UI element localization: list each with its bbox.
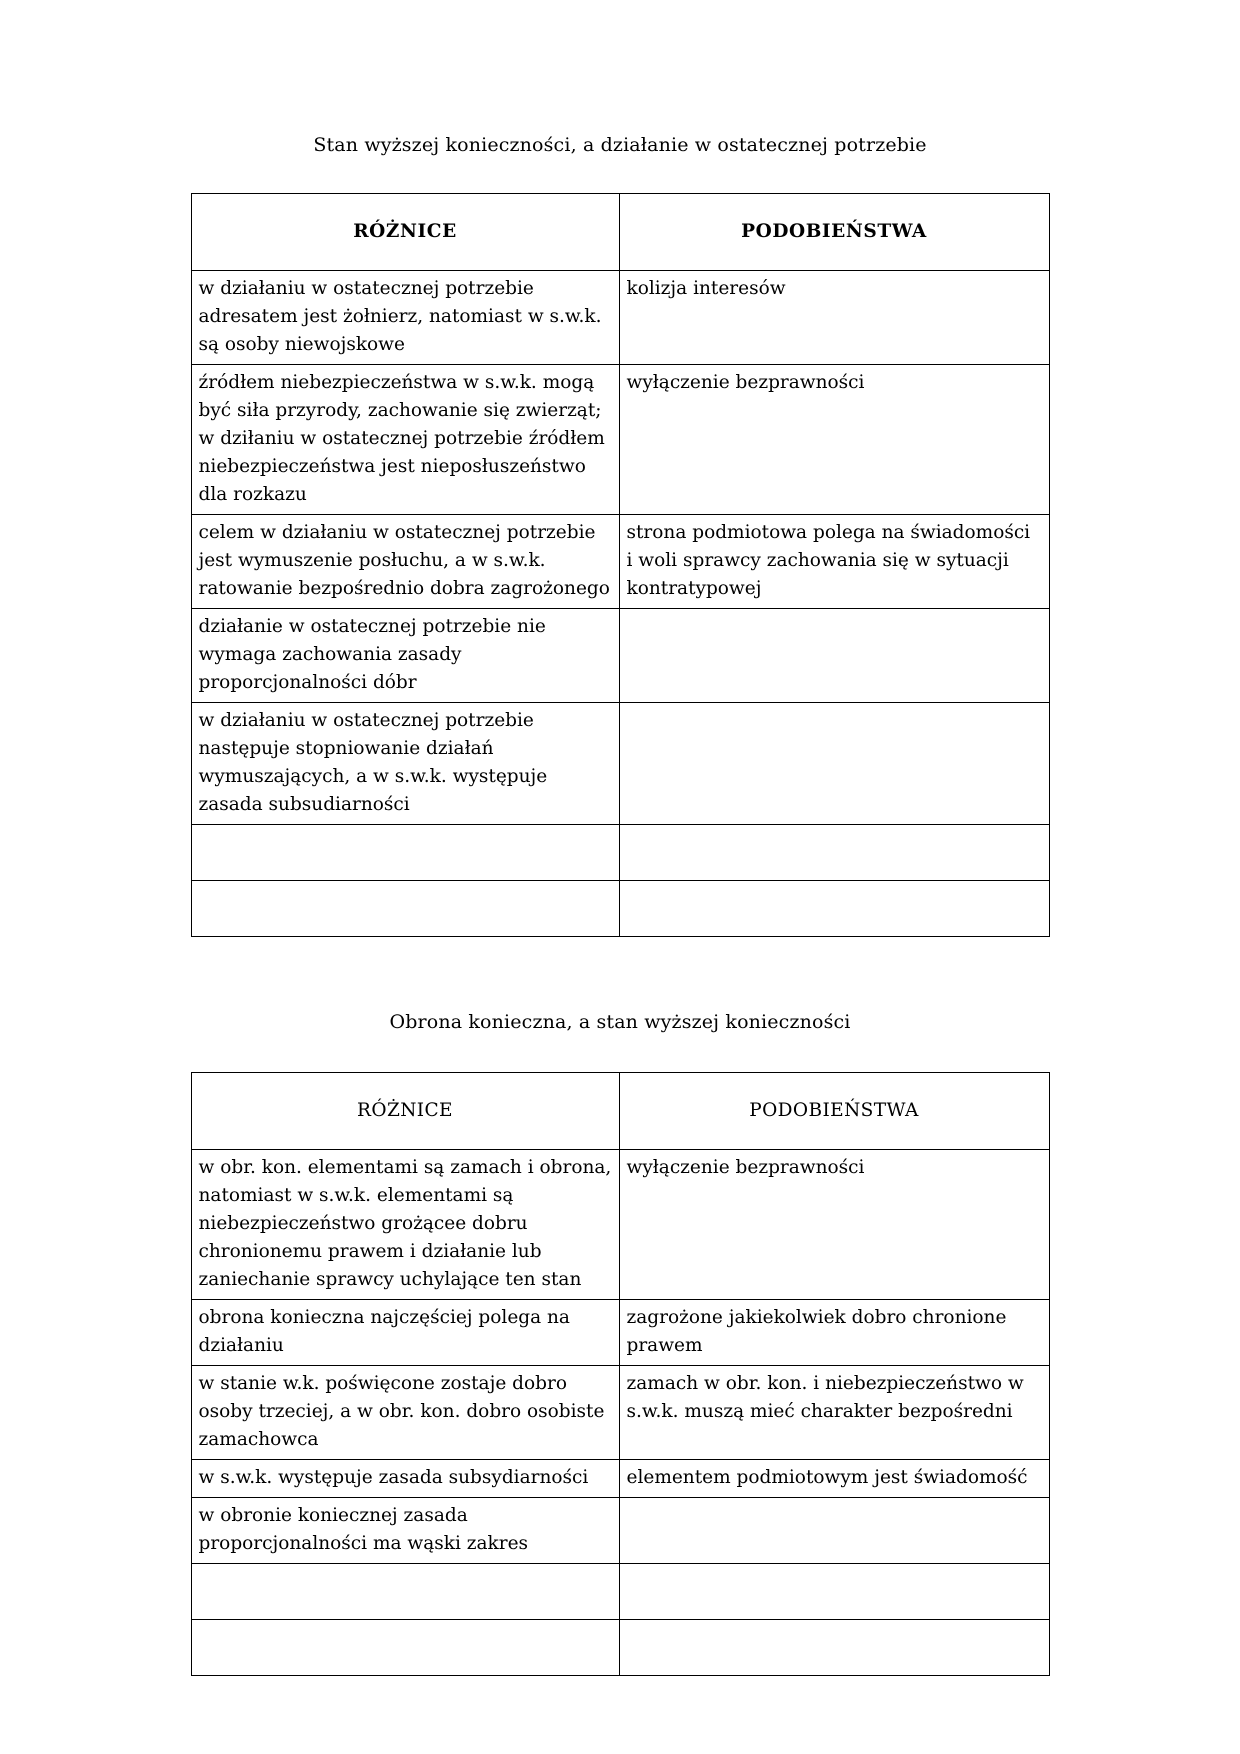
table-row — [191, 271, 1049, 365]
table-cell-differences — [191, 271, 619, 365]
comparison-section-2 — [0, 937, 1240, 1676]
table-row-empty — [191, 1564, 1049, 1620]
table-1-header-differences: RÓŻNICE — [191, 194, 619, 271]
table-row-empty — [191, 881, 1049, 937]
table-cell-similarities — [619, 271, 1049, 365]
table-cell-differences — [191, 1300, 619, 1366]
table-cell-differences — [191, 1460, 619, 1498]
table-cell-differences — [191, 1620, 619, 1676]
table-cell-differences — [191, 881, 619, 937]
table-cell-differences — [191, 825, 619, 881]
table-cell-differences — [191, 1498, 619, 1564]
table-cell-similarities — [619, 1300, 1049, 1366]
table-2-header-row — [191, 1073, 1049, 1150]
cell-text: w obronie koniecznej zasada proporcjonalności ma wąski zakres — [198, 1505, 529, 1554]
cell-text: wyłączenie bezprawności — [626, 1157, 865, 1178]
comparison-table-1 — [191, 193, 1050, 937]
cell-text: celem w działaniu w ostatecznej potrzebie jest wymuszenie posłuchu, a w s.w.k. ratowanie bezpośrednio dobra zagrożonego — [198, 522, 610, 599]
table-1-body — [191, 271, 1049, 937]
table-cell-similarities — [619, 609, 1049, 703]
cell-text: wyłączenie bezprawności — [626, 372, 865, 393]
table-row — [191, 365, 1049, 515]
table-row — [191, 1300, 1049, 1366]
table-1-header-similarities: PODOBIEŃSTWA — [619, 194, 1049, 271]
cell-text: źródłem niebezpieczeństwa w s.w.k. mogą być siła przyrody, zachowanie się zwierząt; w dziłaniu w ostatecznej potrzebie źródłem niebezpieczeństwa jest nieposłuszeństwo dla rozkazu — [198, 372, 605, 505]
table-cell-similarities — [619, 703, 1049, 825]
section-1-title: Stan wyższej konieczności, a działanie w ostatecznej potrzebie — [313, 134, 927, 156]
table-1-header-row — [191, 194, 1049, 271]
cell-text: strona podmiotowa polega na świadomości i woli sprawcy zachowania się w sytuacji kontratypowej — [626, 522, 1031, 599]
table-row — [191, 1460, 1049, 1498]
cell-text: w obr. kon. elementami są zamach i obrona, natomiast w s.w.k. elementami są niebezpieczeństwo grożącee dobru chronionemu prawem i działanie lub zaniechanie sprawcy uchylające ten stan — [198, 1157, 612, 1290]
table-cell-similarities — [619, 825, 1049, 881]
table-2-header-similarities: PODOBIEŃSTWA — [619, 1073, 1049, 1150]
table-cell-similarities — [619, 1150, 1049, 1300]
table-cell-differences — [191, 1564, 619, 1620]
cell-text: zagrożone jakiekolwiek dobro chronione prawem — [626, 1307, 1007, 1356]
cell-text: w działaniu w ostatecznej potrzebie adresatem jest żołnierz, natomiast w s.w.k. są osoby niewojskowe — [198, 278, 602, 355]
table-cell-similarities — [619, 1366, 1049, 1460]
table-row — [191, 703, 1049, 825]
table-row — [191, 1150, 1049, 1300]
cell-text: w działaniu w ostatecznej potrzebie następuje stopniowanie działań wymuszających, a w s.w.k. występuje zasada subsudiarności — [198, 710, 548, 815]
table-row-empty — [191, 1620, 1049, 1676]
table-1-head — [191, 194, 1049, 271]
cell-text: elementem podmiotowym jest świadomość — [626, 1467, 1028, 1488]
table-cell-differences — [191, 1150, 619, 1300]
table-row — [191, 515, 1049, 609]
table-cell-similarities — [619, 1460, 1049, 1498]
comparison-table-2 — [191, 1072, 1050, 1676]
table-row — [191, 1498, 1049, 1564]
table-cell-differences — [191, 609, 619, 703]
cell-text: działanie w ostatecznej potrzebie nie wymaga zachowania zasady proporcjonalności dóbr — [198, 616, 546, 693]
table-cell-similarities — [619, 881, 1049, 937]
table-row — [191, 609, 1049, 703]
table-cell-differences — [191, 365, 619, 515]
table-cell-similarities — [619, 1498, 1049, 1564]
table-cell-similarities — [619, 1564, 1049, 1620]
section-2-title: Obrona konieczna, a stan wyższej konieczności — [389, 1011, 851, 1033]
table-2-body — [191, 1150, 1049, 1676]
table-2-head — [191, 1073, 1049, 1150]
cell-text: w stanie w.k. poświęcone zostaje dobro osoby trzeciej, a w obr. kon. dobro osobiste zamachowca — [198, 1373, 605, 1450]
cell-text: obrona konieczna najczęściej polega na działaniu — [198, 1307, 570, 1356]
cell-text: zamach w obr. kon. i niebezpieczeństwo w s.w.k. muszą mieć charakter bezpośredni — [626, 1373, 1024, 1422]
table-cell-differences — [191, 1366, 619, 1460]
table-row — [191, 1366, 1049, 1460]
table-cell-similarities — [619, 1620, 1049, 1676]
cell-text: kolizja interesów — [626, 278, 786, 299]
table-cell-differences — [191, 703, 619, 825]
table-2-header-differences: RÓŻNICE — [191, 1073, 619, 1150]
cell-text: w s.w.k. występuje zasada subsydiarności — [198, 1467, 589, 1488]
table-cell-similarities — [619, 365, 1049, 515]
table-row-empty — [191, 825, 1049, 881]
table-cell-similarities — [619, 515, 1049, 609]
table-cell-differences — [191, 515, 619, 609]
